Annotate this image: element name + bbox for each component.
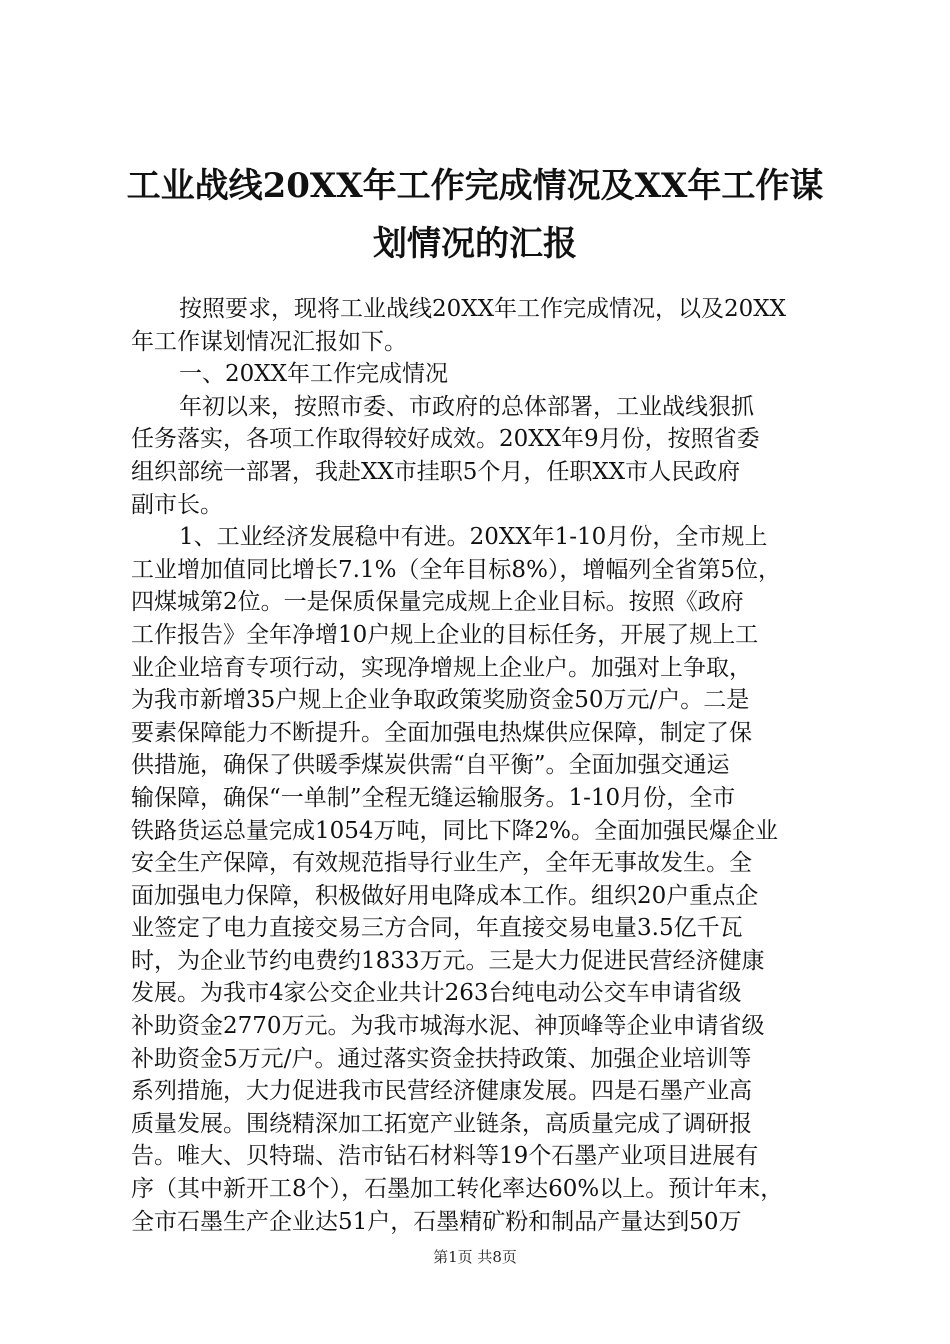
paragraph-line: 组织部统一部署，我赴XX市挂职5个月，任职XX市人民政府 xyxy=(131,458,741,485)
paragraph-line: 要素保障能力不断提升。全面加强电热煤供应保障，制定了保 xyxy=(131,719,752,746)
paragraph-line: 补助资金5万元/户。通过落实资金扶持政策、加强企业培训等 xyxy=(131,1045,752,1072)
document-title-line-1: 工业战线20XX年工作完成情况及XX年工作谋 xyxy=(126,166,824,206)
paragraph-line: 业企业培育专项行动，实现净增规上企业户。加强对上争取， xyxy=(131,654,752,681)
paragraph-line: 1、工业经济发展稳中有进。20XX年1-10月份，全市规上 xyxy=(179,524,768,551)
paragraph-line: 序（其中新开工8个），石墨加工转化率达60%以上。预计年末， xyxy=(131,1176,784,1203)
document-title-line-2: 划情况的汇报 xyxy=(373,224,577,264)
paragraph-line: 全市石墨生产企业达51户，石墨精矿粉和制品产量达到50万 xyxy=(131,1208,742,1235)
paragraph-line: 工业增加值同比增长7.1%（全年目标8%），增幅列全省第5位， xyxy=(131,556,782,583)
paragraph-line: 供措施，确保了供暖季煤炭供需“自平衡”。全面加强交通运 xyxy=(131,752,730,779)
section-heading: 一、20XX年工作完成情况 xyxy=(179,361,449,388)
paragraph-line: 面加强电力保障，积极做好用电降成本工作。组织20户重点企 xyxy=(131,882,759,909)
paragraph-line: 告。唯大、贝特瑞、浩市钻石材料等19个石墨产业项目进展有 xyxy=(131,1143,759,1170)
paragraph-line: 为我市新增35户规上企业争取政策奖励资金50万元/户。二是 xyxy=(131,687,750,714)
paragraph-line: 系列措施，大力促进我市民营经济健康发展。四是石墨产业高 xyxy=(131,1078,752,1105)
paragraph-line: 时，为企业节约电费约1833万元。三是大力促进民营经济健康 xyxy=(131,947,765,974)
page-number-footer: 第1页 共8页 xyxy=(433,1248,517,1266)
paragraph-line: 补助资金2770万元。为我市城海水泥、神顶峰等企业申请省级 xyxy=(131,1013,765,1040)
paragraph-line: 四煤城第2位。一是保质保量完成规上企业目标。按照《政府 xyxy=(131,589,744,616)
document-body xyxy=(131,293,831,1238)
paragraph-line: 输保障，确保“一单制”全程无缝运输服务。1-10月份，全市 xyxy=(131,784,736,811)
paragraph-line: 年工作谋划情况汇报如下。 xyxy=(131,328,407,355)
paragraph-line: 发展。为我市4家公交企业共计263台纯电动公交车申请省级 xyxy=(131,980,742,1007)
paragraph-line: 任务落实，各项工作取得较好成效。20XX年9月份，按照省委 xyxy=(131,426,760,453)
paragraph-line: 业签定了电力直接交易三方合同，年直接交易电量3.5亿千瓦 xyxy=(131,915,743,942)
paragraph-line: 铁路货运总量完成1054万吨，同比下降2%。全面加强民爆企业 xyxy=(131,817,779,844)
paragraph-line: 副市长。 xyxy=(131,491,223,518)
paragraph-line: 按照要求，现将工业战线20XX年工作完成情况，以及20XX xyxy=(179,296,787,322)
paragraph-line: 安全生产保障，有效规范指导行业生产，全年无事故发生。全 xyxy=(131,850,752,877)
paragraph-line: 年初以来，按照市委、市政府的总体部署，工业战线狠抓 xyxy=(179,393,754,420)
paragraph-line: 工作报告》全年净增10户规上企业的目标任务，开展了规上工 xyxy=(131,621,759,648)
paragraph-line: 质量发展。围绕精深加工拓宽产业链条，高质量完成了调研报 xyxy=(131,1110,752,1137)
